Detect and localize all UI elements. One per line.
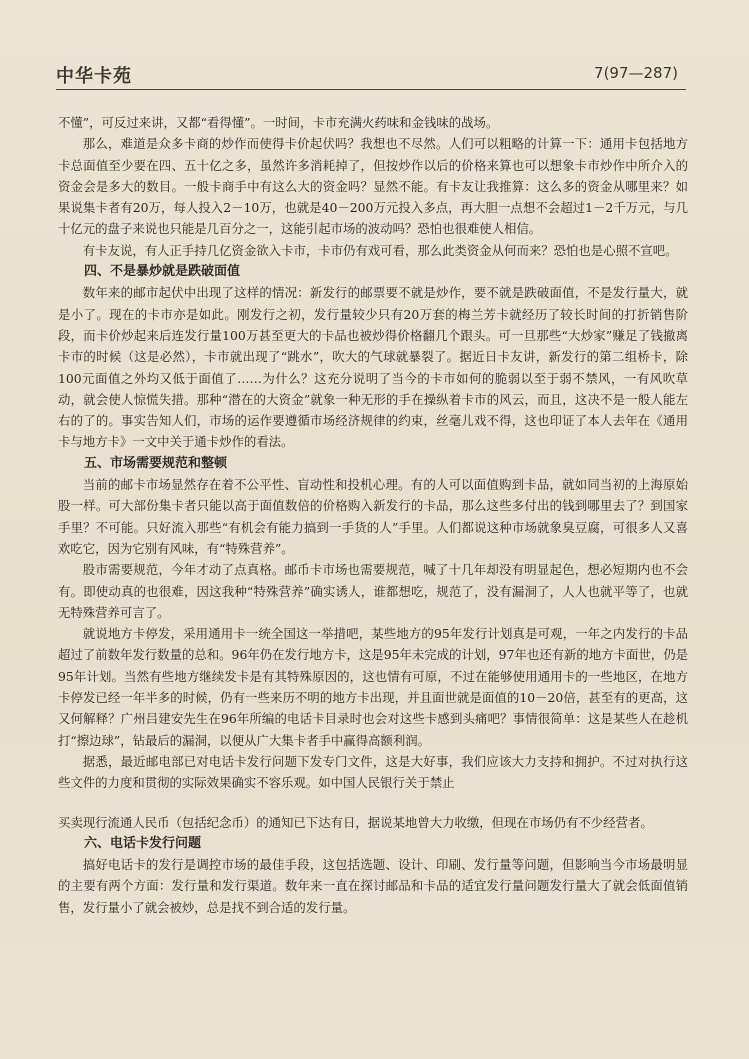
paragraph: 当前的邮卡市场显然存在着不公平性、盲动性和投机心理。有的人可以面值购到卡品，就如同当初的上海原始股一样。可大部份集卡者只能以高于面值数倍的价格购入新发行的卡品，那么这些多付出的钱到哪里去了？到国家手里？不可能。只好流入那些“有机会有能力搞到一手货的人”手里。人们都说这种市场就象臭豆腐，可很多人又喜欢吃它，因为它别有风味，有“特殊营养”。 — [58, 477, 688, 556]
section-heading: 六、电话卡发行问题 — [84, 835, 202, 851]
paragraph: 不懂”，可反过来讲，又都“看得懂”。一时间，卡市充满火药味和金钱味的战场。 — [58, 115, 499, 130]
section-heading: 五、市场需要规范和整顿 — [84, 455, 228, 471]
magazine-title: 中华卡苑 — [56, 66, 132, 87]
issue-number: 7(97—287) — [594, 64, 678, 82]
paragraph: 有卡友说，有人正手持几亿资金欲入卡市，卡市仍有戏可看，那么此类资金从何而来？恐怕也是心照不宣吧。 — [82, 242, 678, 258]
paragraph: 搞好电话卡的发行是调控市场的最佳手段，这包括选题、设计、印刷、发行量等问题，但影响当今市场最明显的主要有两个方面：发行量和发行渠道。数年来一直在探讨邮品和卡品的适宜发行量问题发行量大了就会低面值销售，发行量小了就会被炒，总是找不到合适的发行量。 — [58, 857, 688, 915]
section-heading: 四、不是暴炒就是跌破面值 — [84, 264, 241, 280]
article-body — [58, 112, 688, 918]
page-header — [56, 60, 686, 90]
paragraph: 那么，难道是众多卡商的炒作而使得卡价起伏吗？我想也不尽然。人们可以粗略的计算一下：通用卡包括地方卡总面值至少要在四、五十亿之多，虽然许多消耗掉了，但按炒作以后的价格来算也可以想象卡市炒作中所介入的资金会是多大的数目。一般卡商手中有这么大的资金吗？显然不能。有卡友让我推算：这么多的资金从哪里来？如果说集卡者有20万，每人投入2－10万，也就是40－200万元投入多点，再大胆一点想不会超过1－2千万元，与几十亿元的盘子来说也只能是几百分之一，这能引起市场的波动吗？恐怕也很难使人相信。 — [58, 136, 688, 237]
header-rule — [56, 89, 686, 90]
paragraph: 股市需要规范，今年才动了点真格。邮币卡市场也需要规范，喊了十几年却没有明显起色，想必短期内也不会有。即使动真的也很难，因这我种“特殊营养”确实诱人，谁都想吃，规范了，没有漏洞了，人人也就平等了，也就无特殊营养可言了。 — [58, 562, 688, 620]
paragraph: 据悉，最近邮电部已对电话卡发行问题下发专门文件，这是大好事，我们应该大力支持和拥护。不过对执行这些文件的力度和贯彻的实际效果确实不容乐观。如中国人民银行关于禁止 — [58, 753, 688, 791]
page-gap — [58, 794, 688, 812]
paragraph: 就说地方卡停发，采用通用卡一统全国这一举措吧，某些地方的95年发行计划真是可观，一年之内发行的卡品超过了前数年发行数量的总和。96年仍在发行地方卡，这是95年未完成的计划，97年也还有新的地方卡面世，仍是95年计划。当然有些地方继续发卡是有其特殊原因的，这也情有可原，不过在能够使用通用卡的一些地区，在地方卡停发已经一年半多的时候，仍有一些来历不明的地方卡出现，并且面世就是面值的10－20倍，甚至有的更高，这又何解释？广州吕建安先生在96年所编的电话卡目录时也会对这些卡感到头痛吧？事情很简单：这是某些人在趁机打“擦边球”，钻最后的漏洞，以便从广大集卡者手中赢得高额利润。 — [58, 626, 688, 748]
paragraph: 数年来的邮市起伏中出现了这样的情况：新发行的邮票要不就是炒作，要不就是跌破面值，不是发行量大，就是小了。现在的卡市亦是如此。刚发行之初，发行量较少只有20万套的梅兰芳卡就经历了较长时间的打折销售阶段，而卡价炒起来后连发行量100万甚至更大的卡品也被炒得价格翻几个跟头。可一旦那些“大炒家”赚足了钱撤离卡市的时候（这是必然），卡市就出现了“跳水”，吹大的气球就暴裂了。据近日卡友讲，新发行的第二组桥卡，除100元面值之外均又低于面值了……为什么？这充分说明了当今的卡市如何的脆弱以至于弱不禁风，一有风吹草动，就会使人惊慌失措。那种“潜在的大资金”就象一种无形的手在操纵着卡市的风云，而且，这决不是一般人能左右的了的。事实告知人们，市场的运作要遵循市场经济规律的约束，丝毫儿戏不得，这也印证了本人去年在《通用卡与地方卡》一文中关于通卡炒作的看法。 — [58, 285, 688, 450]
paragraph: 买卖现行流通人民币（包括纪念币）的通知已下达有日，据说某地曾大力收缴，但现在市场仍有不少经营者。 — [58, 814, 653, 830]
